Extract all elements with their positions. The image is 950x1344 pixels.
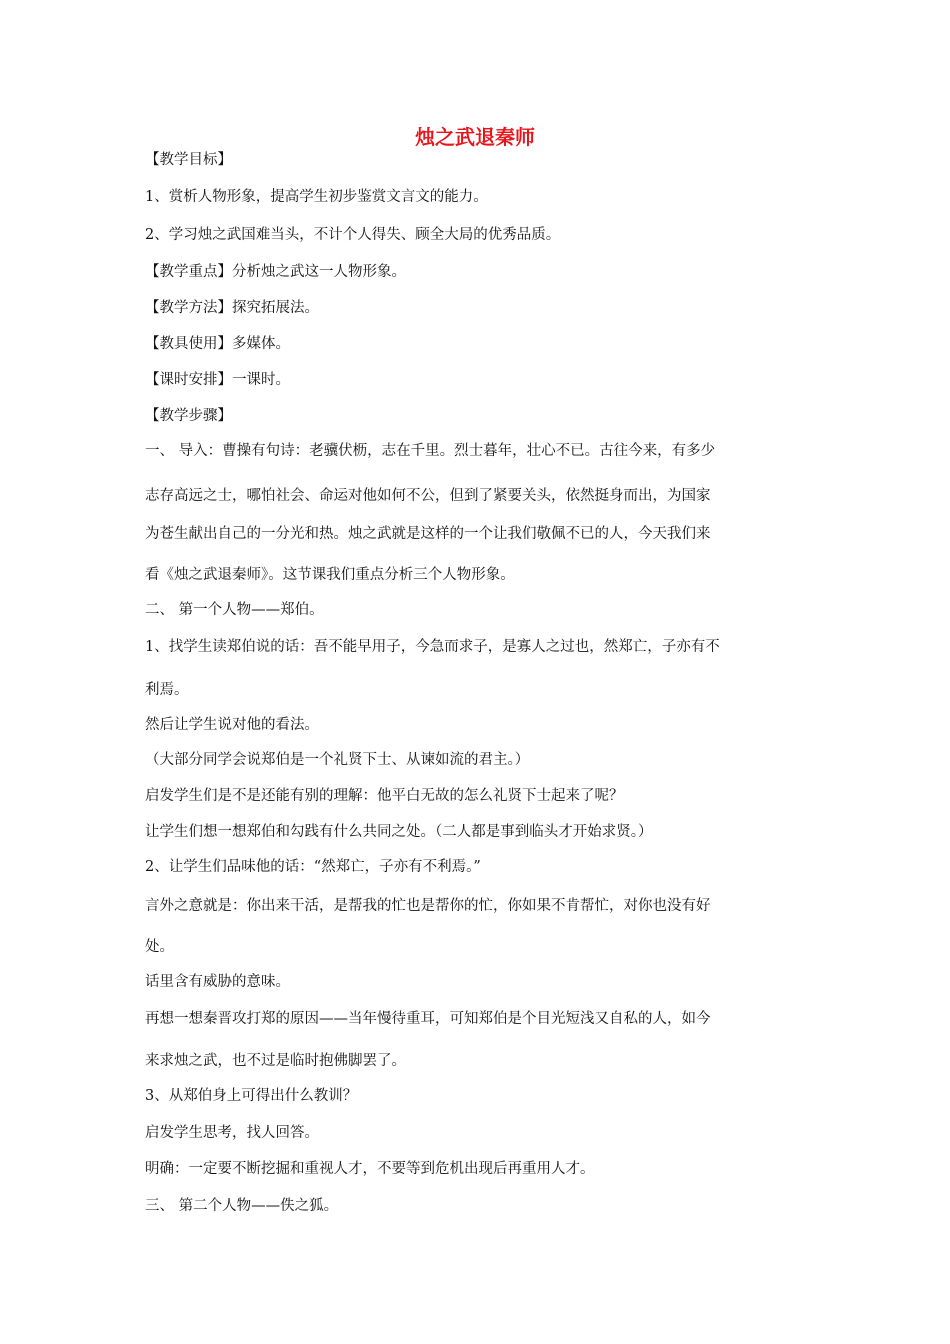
document-title: 烛之武退秦师 [415,125,535,149]
paragraph-line: 利焉。 [145,682,189,698]
section-heading-teaching-goals: 【教学目标】 [145,152,232,168]
paragraph-line: 来求烛之武，也不过是临时抱佛脚罢了。 [145,1053,406,1069]
teaching-tools: 【教具使用】多媒体。 [145,336,290,352]
paragraph-line: 1、找学生读郑伯说的话：吾不能早用子，今急而求子，是寡人之过也，然郑亡，子亦有不 [145,639,720,655]
section-heading-first-character: 二、 第一个人物——郑伯。 [145,602,324,618]
paragraph-line: 话里含有威胁的意味。 [145,974,290,990]
goal-item-1: 1、赏析人物形象，提高学生初步鉴赏文言文的能力。 [145,189,488,205]
paragraph-line: 为苍生献出自己的一分光和热。烛之武就是这样的一个让我们敬佩不已的人，今天我们来 [145,526,711,542]
paragraph-line: 3、从郑伯身上可得出什么教训？ [145,1088,358,1104]
paragraph-line: 志存高远之士，哪怕社会、命运对他如何不公，但到了紧要关头，依然挺身而出，为国家 [145,488,711,504]
paragraph-line: 启发学生思考，找人回答。 [145,1125,319,1141]
paragraph-line: 看《烛之武退秦师》。这节课我们重点分析三个人物形象。 [145,567,515,583]
paragraph-line: 处。 [145,939,174,955]
paragraph-line: 明确：一定要不断挖掘和重视人才，不要等到危机出现后再重用人才。 [145,1161,595,1177]
paragraph-line: 言外之意就是：你出来干活，是帮我的忙也是帮你的忙，你如果不肯帮忙，对你也没有好 [145,898,711,914]
paragraph-line: 启发学生们是不是还能有别的理解：他平白无故的怎么礼贤下士起来了呢？ [145,788,624,804]
paragraph-line: 让学生们想一想郑伯和勾践有什么共同之处。（二人都是事到临头才开始求贤。） [145,824,653,840]
paragraph-line: 一、 导入：曹操有句诗：老骥伏枥，志在千里。烈士暮年，壮心不已。古往今来，有多少 [145,443,716,459]
section-heading-second-character: 三、 第二个人物——佚之狐。 [145,1198,339,1214]
goal-item-2: 2、学习烛之武国难当头，不计个人得失、顾全大局的优秀品质。 [145,227,561,243]
teaching-focus: 【教学重点】分析烛之武这一人物形象。 [145,264,406,280]
class-schedule: 【课时安排】一课时。 [145,372,290,388]
paragraph-line: 2、让学生们品味他的话：“然郑亡，子亦有不利焉。” [145,859,481,875]
paragraph-line: 再想一想秦晋攻打郑的原因——当年慢待重耳，可知郑伯是个目光短浅又自私的人，如今 [145,1011,711,1027]
teaching-method: 【教学方法】探究拓展法。 [145,300,319,316]
paragraph-line: 然后让学生说对他的看法。 [145,717,319,733]
section-heading-teaching-steps: 【教学步骤】 [145,408,232,424]
paragraph-line: （大部分同学会说郑伯是一个礼贤下士、从谏如流的君主。） [145,752,530,768]
